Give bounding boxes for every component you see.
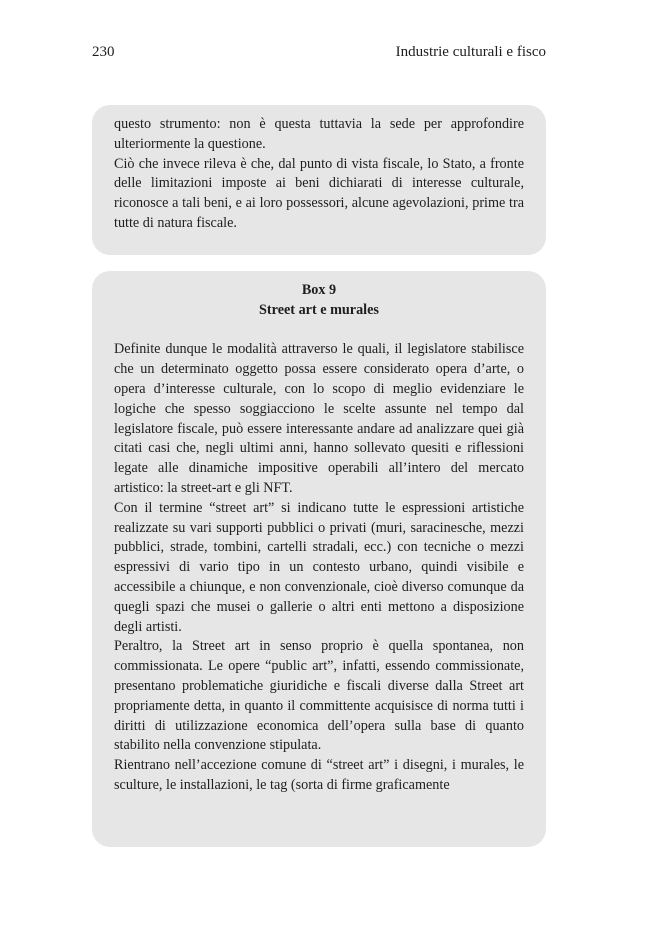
box-label: Box 9 <box>301 282 337 298</box>
page-number: 230 <box>92 44 115 60</box>
paragraph: Peraltro, la Street art in senso proprio è quella spontanea, non commissionata. Le opere “public art”, infatti, essendo commissionate, presentano problematiche giuridiche e fiscali diverse dalla Street art propriamente detta, in quanto il committente acquisisce di norma tutti i diritti di utilizzazione economica dell’opera sulla base di quanto stabilito nella convenzione stipulata. <box>114 638 524 754</box>
paragraph: Rientrano nell’accezione comune di “street art” i disegni, i murales, le sculture, le installazioni, le tag (sorta di firme graficamente <box>114 757 524 793</box>
running-title: Industrie culturali e fisco <box>395 44 546 60</box>
paragraph: Con il termine “street art” si indicano tutte le espressioni artistiche realizzate su vari supporti pubblici o privati (muri, saracinesche, mezzi pubblici, strade, tombini, cartelli stradali, ecc.) con tecniche o mezzi espressivi di vario tipo in un contesto urbano, quindi visibile e accessibile a chiunque, e non convenzionale, cioè diverso comunque da quegli spazi che musei o gallerie o altri enti mettono a disposizione degli artisti. <box>114 499 524 635</box>
paragraph: Definite dunque le modalità attraverso le quali, il legislatore stabilisce che un determinato oggetto possa essere considerato opera d’arte, o opera d’interesse culturale, con lo scopo di meglio evidenziare le logiche che spesso soggiacciono le scelte assunte nel tempo dal legislatore fiscale, può essere interessante andare ad analizzare quei già citati casi che, negli ultimi anni, hanno sollevato quesiti e riflessioni legate alle dinamiche impositive operabili all’intero del mercato artistico: la street-art e gli NFT. <box>114 341 524 496</box>
running-head <box>92 44 546 64</box>
continued-box <box>92 105 546 255</box>
paragraph: questo strumento: non è questa tuttavia la sede per approfondire ulteriormente la questione. <box>114 116 524 152</box>
box-9 <box>92 271 546 847</box>
paragraph: Ciò che invece rileva è che, dal punto di vista fiscale, lo Stato, a fronte delle limitazioni imposte ai beni dichiarati di interesse culturale, riconosce a tali beni, e ai loro possessori, alcune agevolazioni, prime tra tutte di natura fiscale. <box>114 155 524 231</box>
box-title: Street art e murales <box>259 301 379 318</box>
